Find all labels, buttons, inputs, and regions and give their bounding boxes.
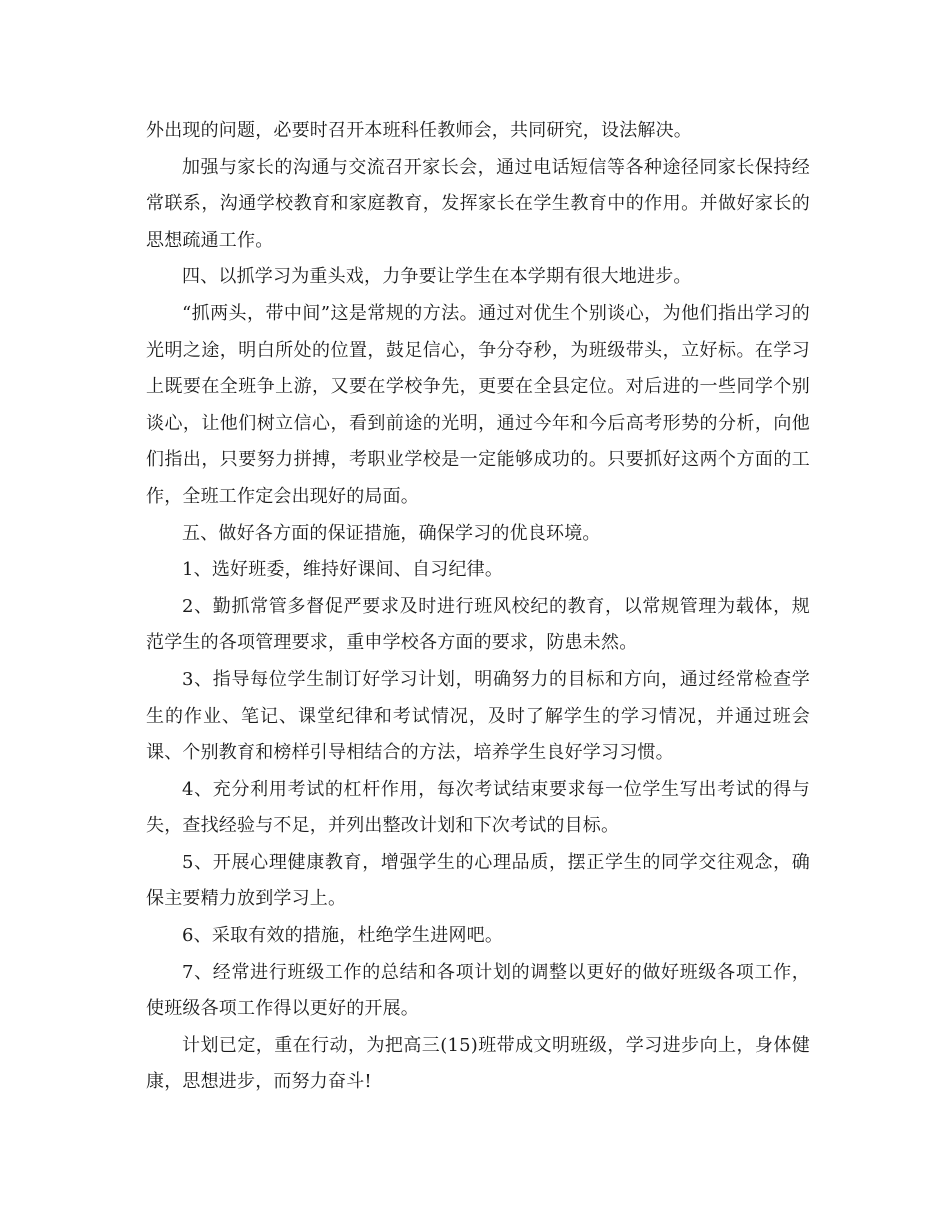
section-heading-study-focus: 四、以抓学习为重头戏，力争要让学生在本学期有很大地进步。 xyxy=(182,266,692,288)
paragraph-study-method: “抓两头，带中间”这是常规的方法。通过对优生个别谈心，为他们指出学习的光明之途，明白所处的位置，鼓足信心，争分夺秒，为班级带头，立好标。在学习上既要在全班争上游，又要在学校争先，更要在全县定位。对后进的一些同学个别谈心，让他们树立信心，看到前途的光明，通过今年和今后高考形势的分析，向他们指出，只要努力拼搏，考职业学校是一定能够成功的。只要抓好这两个方面的工作，全班工作定会出现好的局面。 xyxy=(146,302,810,507)
list-item-5: 5、开展心理健康教育，增强学生的心理品质，摆正学生的同学交往观念，确保主要精力放到学习上。 xyxy=(146,851,810,910)
list-item-2: 2、勤抓常管多督促严要求及时进行班风校纪的教育，以常规管理为载体，规范学生的各项管理要求，重申学校各方面的要求，防患未然。 xyxy=(146,595,810,654)
paragraph-continuation: 外出现的问题，必要时召开本班科任教师会，共同研究，设法解决。 xyxy=(146,120,692,141)
list-item-3: 3、指导每位学生制订好学习计划，明确努力的目标和方向，通过经常检查学生的作业、笔记、课堂纪律和考试情况，及时了解学生的学习情况，并通过班会课、个别教育和榜样引导相结合的方法，培养学生良好学习习惯。 xyxy=(146,668,810,764)
paragraph-parent-communication: 加强与家长的沟通与交流召开家长会，通过电话短信等各种途径同家长保持经常联系，沟通学校教育和家庭教育，发挥家长在学生教育中的作用。并做好家长的思想疏通工作。 xyxy=(146,156,810,251)
list-item-4: 4、充分利用考试的杠杆作用，每次考试结束要求每一位学生写出考试的得与失，查找经验与不足，并列出整改计划和下次考试的目标。 xyxy=(146,778,810,837)
section-heading-safeguards: 五、做好各方面的保证措施，确保学习的优良环境。 xyxy=(182,522,601,544)
paragraph-conclusion: 计划已定，重在行动，为把高三(15)班带成文明班级，学习进步向上，身体健康，思想进步，而努力奋斗! xyxy=(146,1034,810,1093)
list-item-1: 1、选好班委，维持好课间、自习纪律。 xyxy=(182,559,504,581)
list-item-6: 6、采取有效的措施，杜绝学生进网吧。 xyxy=(182,925,504,947)
document-body xyxy=(146,113,810,1101)
list-item-7: 7、经常进行班级工作的总结和各项计划的调整以更好的做好班级各项工作，使班级各项工作得以更好的开展。 xyxy=(146,961,810,1020)
